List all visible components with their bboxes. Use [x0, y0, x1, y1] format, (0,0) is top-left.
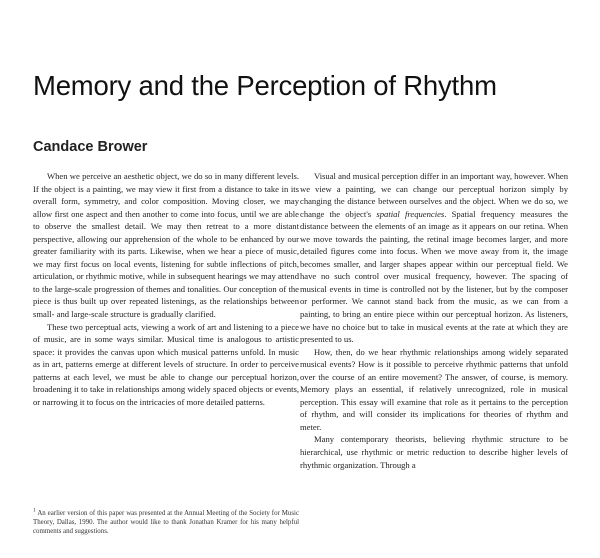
paragraph: Many contemporary theorists, believing rhythmic structure to be hierarchical, use rhythmic or metric reduction to describe higher levels of rhythmic organization. Through a [300, 434, 568, 470]
paragraph: How, then, do we hear rhythmic relationships among widely separated musical events? How is it possible to perceive rhythmic patterns that unfold over the course of an entire movement? The answer, of course, is memory. Memory plays an essential, if relatively unrecognized, role in musical perception. This essay will examine that role as it pertains to the perception of rhythm, and will consider its implications for theories of rhythm and meter. [300, 346, 568, 432]
footnote [33, 509, 299, 537]
paragraph [300, 170, 568, 346]
article-title: Memory and the Perception of Rhythm [33, 70, 497, 101]
right-column [300, 170, 568, 471]
paragraph-text: . Spatial frequency measures the distance between the elements of an image as it appears on our retina. When we move towards the painting, the retinal image becomes larger, and more detailed figures come into focus. When we move away from it, the image becomes smaller, and larger shapes appear within our perceptual field. We have no such control over musical frequency, however. The spacing of musical events in time is controlled not by the listener, but by the composer or performer. We cannot stand back from the music, as we can from a painting, to bring an entire piece within our perceptual horizon. As listeners, we have no choice but to take in musical events at the rate at which they are presented to us. [300, 208, 568, 345]
author-name: Candace Brower [33, 139, 148, 155]
left-column [33, 170, 299, 408]
paragraph-text: Visual and musical perception differ in an important way, however. When we view a painting, we can change our perceptual horizon simply by changing the distance between ourselves and the object. When we do so, we change the object's [300, 171, 568, 219]
paragraph: When we perceive an aesthetic object, we do so in many different levels. If the object is a painting, we may view it first from a distance to take in its overall form, symmetry, and color composition. Moving closer, we may allow first one aspect and then another to come into focus, until we are able to observe the smallest detail. We may then retreat to a more distant perspective, allowing our apprehension of the whole to be enhanced by our greater familiarity with its parts. Likewise, when we hear a piece of music, we may first focus on local events, listening for subtle inflections of pitch, articulation, or rhythmic motive, while in subsequent hearings we may attend to the large-scale progression of themes and tonalities. Our conception of the piece is thus built up over repeated listenings, as the relationships between small- and large-scale structure is gradually clarified. [33, 171, 299, 320]
paragraph: These two perceptual acts, viewing a work of art and listening to a piece of music, are in some ways similar. Musical time is analogous to artistic space: it provides the canvas upon which musical patterns unfold. In music as in art, patterns emerge at different levels of structure. In order to perceive patterns at each level, we must be able to change our perceptual horizon, broadening it to take in relationships among widely spaced objects or events, or narrowing it to focus on the intricacies of more detailed patterns. [33, 321, 299, 407]
emphasized-term: spatial frequencies [376, 208, 445, 219]
footnote-text: An earlier version of this paper was presented at the Annual Meeting of the Society for Music Theory, Dallas, 1990. The author would like to thank Jonathan Kramer for his many helpful comments and suggestions. [33, 510, 300, 536]
footnote-mark: 1 [33, 507, 36, 514]
